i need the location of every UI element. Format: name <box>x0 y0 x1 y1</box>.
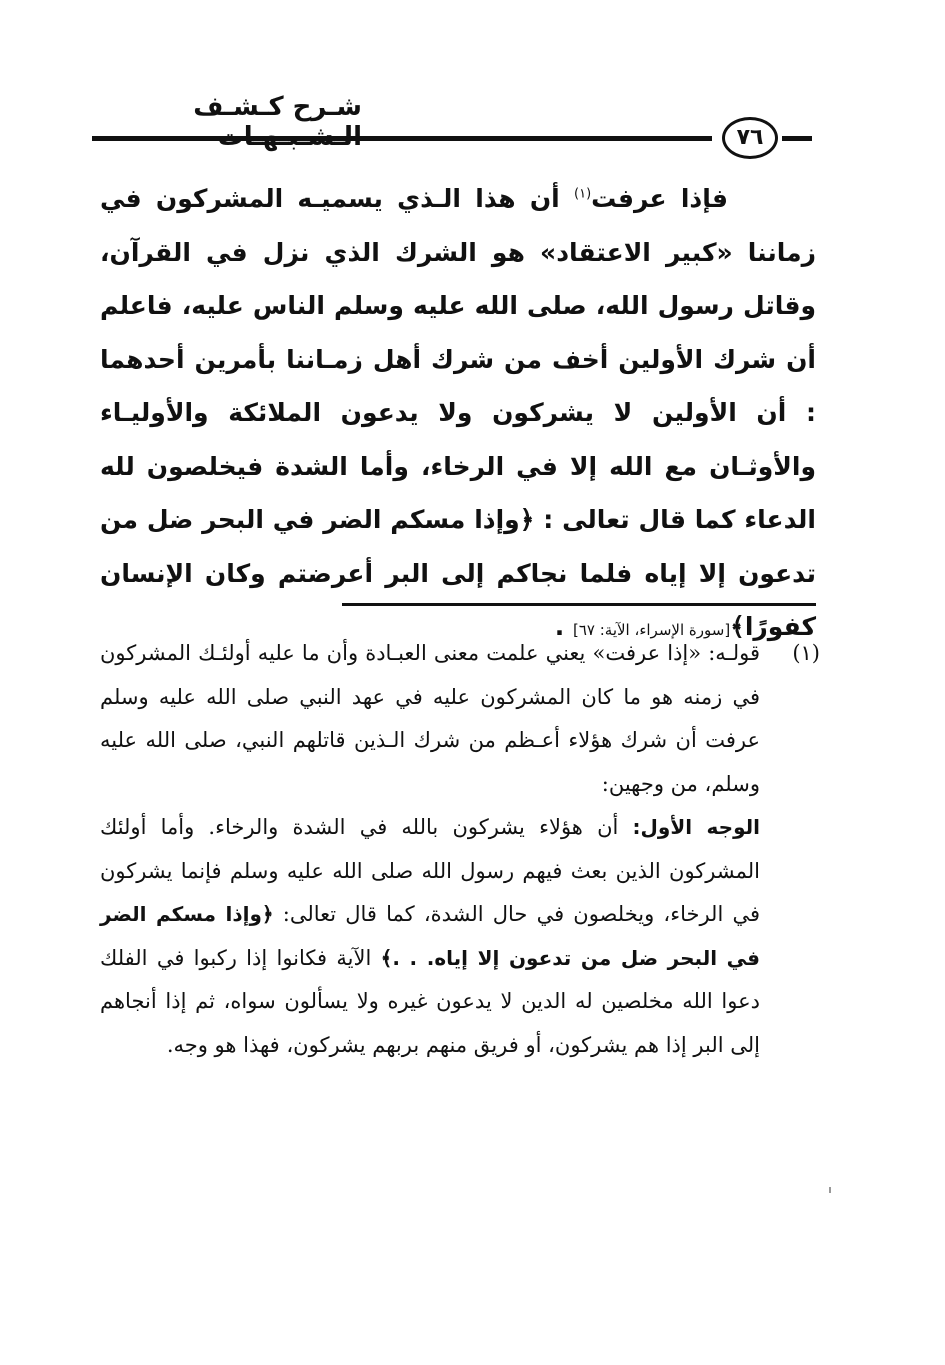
footnote-separator <box>342 603 816 606</box>
page-number: ٧٦ <box>722 117 778 159</box>
footnote-paragraph-1: قولـه: «إذا عرفت» يعني علمت معنى العبـادة وأن ما عليه أولئـك المشركون في زمنه هو ما كان المشركون عليه في عهد النبي صلى الله عليه وسلم عرفت أن شرك هؤلاء أعـظم من شرك الـذين قاتلهم النبي، صلى الله عليه وسلم، من وجهين: <box>100 641 760 796</box>
footnote <box>100 632 820 1067</box>
main-text-opening: فإذا عرفت <box>591 184 729 213</box>
footnote-paragraph-2-text: أن هؤلاء يشركون بالله في الشدة والرخاء. وأما أولئك المشركون الذين بعث فيهم رسول الله صلى الله عليه وسلم فإنما يشركون في الرخاء، ويخلصون في حال الشدة، كما قال تعالى: <box>100 815 760 926</box>
first-aspect-label: الوجه الأول: <box>632 815 760 839</box>
header-rule-end <box>782 136 812 141</box>
main-paragraph <box>100 172 816 658</box>
main-text-end: . <box>554 612 573 641</box>
main-text-body: أن هذا الـذي يسميـه المشركون في زماننا «كبير الاعتقاد» هو الشرك الذي نزل في القرآن، وقاتل رسول الله، صلى الله عليه وسلم الناس عليه، فاعلم أن شرك الأولين أخف من شرك أهل زمـاننا بأمرين أحدهما : أن الأولين لا يشركون ولا يدعون الملائكة والأوليـاء والأوثـان مع الله إلا في الرخاء، وأما الشدة فيخلصون لله الدعاء كما قال تعالى : ﴿وإذا مسكم الضر في البحر ضل من تدعون إلا إياه فلما نجاكم إلى البر أعرضتم وكان الإنسان كفورًا﴾ <box>100 184 816 641</box>
footnote-body <box>100 632 760 1067</box>
footnote-reference: (١) <box>574 186 592 202</box>
footnote-paragraph-2-end: الآية فكانوا إذا ركبوا في الفلك دعوا الله مخلصين له الدين لا يدعون غيره ولا يسألون سواه، ثم إذا أنجاهم إلى البر إذا هم يشركون، أو فريق منهم بربهم يشركون، فهذا هو وجه. <box>100 945 760 1057</box>
verse-citation: [سورة الإسراء، الآية: ٦٧] <box>572 621 731 639</box>
header-rule <box>92 136 712 141</box>
footnote-verse: ﴿وإذا مسكم الضر في البحر ضل من تدعون إلا إياه. . .﴾ <box>100 902 760 970</box>
footnote-paragraph-2 <box>100 806 760 1067</box>
scan-speck <box>829 1187 831 1193</box>
running-header-title: شـرح كـشـف <box>193 92 362 122</box>
footnote-number: (١) <box>792 641 820 665</box>
